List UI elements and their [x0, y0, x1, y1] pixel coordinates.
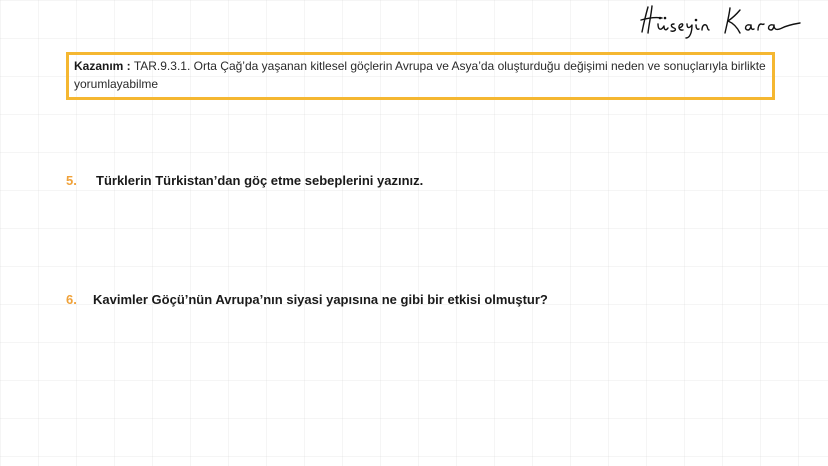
learning-outcome-box — [66, 52, 775, 100]
question-6 — [66, 291, 548, 309]
question-text: Kavimler Göçü’nün Avrupa’nın siyasi yapısına ne gibi bir etkisi olmuştur? — [93, 292, 548, 307]
outcome-text: TAR.9.3.1. Orta Çağ’da yaşanan kitlesel göçlerin Avrupa ve Asya’da oluşturduğu değişimi neden ve sonuçlarıyla birlikte yorumlayabilme — [74, 59, 766, 91]
signature-handwritten — [636, 2, 806, 40]
question-5 — [66, 172, 423, 190]
outcome-label: Kazanım : — [74, 59, 131, 73]
question-number: 6. — [66, 292, 77, 307]
question-number: 5. — [66, 173, 77, 188]
signature-text: Hüseyin Kara — [636, 2, 643, 3]
question-text: Türklerin Türkistan’dan göç etme sebeplerini yazınız. — [96, 173, 424, 188]
